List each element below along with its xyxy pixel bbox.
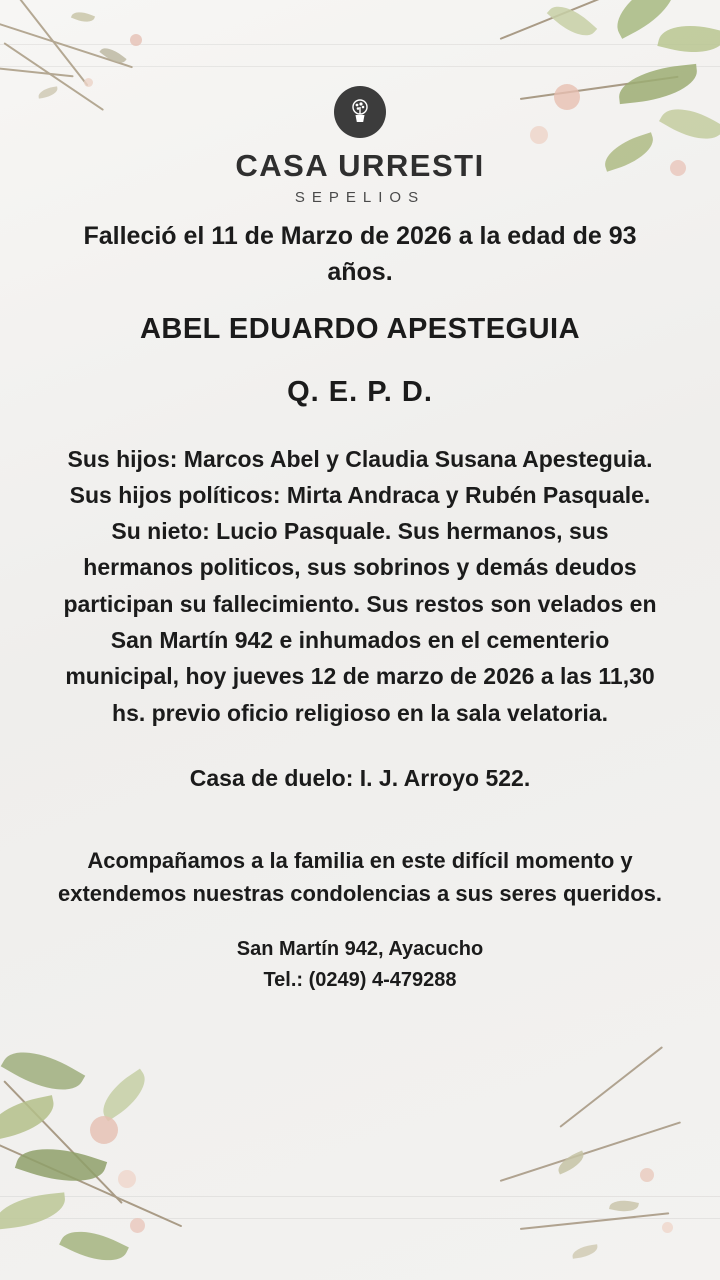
notice-content [46, 218, 674, 996]
brand-header [0, 86, 720, 206]
condolence-message: Acompañamos a la familia en este difícil momento y extendemos nuestras condolencias a sus seres queridos. [57, 848, 662, 907]
tree-in-urn-icon [334, 86, 386, 138]
decoration-bottom-left-foliage [0, 1020, 250, 1280]
background-rule-bottom-2 [0, 1218, 720, 1219]
background-rule-top-1 [0, 44, 720, 45]
death-date-line: Falleció el 11 de Marzo de 2026 a la edad de 93 años. [83, 222, 637, 287]
mourning-house-line: Casa de duelo: I. J. Arroyo 522. [189, 765, 531, 792]
decoration-bottom-right-branches [500, 1060, 720, 1280]
brand-name: CASA URRESTI [235, 148, 485, 183]
funeral-home-address: San Martín 942, Ayacucho [236, 938, 484, 961]
background-rule-top-2 [0, 66, 720, 67]
funeral-home-phone: Tel.: (0249) 4-479288 [263, 969, 457, 992]
background-rule-bottom-1 [0, 1196, 720, 1197]
deceased-name: ABEL EDUARDO APESTEGUIA [139, 312, 581, 345]
family-participation-text: Sus hijos: Marcos Abel y Claudia Susana Apesteguia. Sus hijos políticos: Mirta Andraca y Rubén Pasquale. Su nieto: Lucio Pasquale. Sus hermanos, sus hermanos politicos, sus sobrinos y demás deudos participan su fallecimiento. Sus restos son velados en San Martín 942 e inhumados en el cementerio municipal, hoy jueves 12 de marzo de 2026 a las 11,30 hs. previo oficio religioso en la sala velatoria. [63, 445, 657, 726]
brand-subtitle: SEPELIOS [294, 189, 426, 206]
qepd-line: Q. E. P. D. [287, 375, 433, 408]
